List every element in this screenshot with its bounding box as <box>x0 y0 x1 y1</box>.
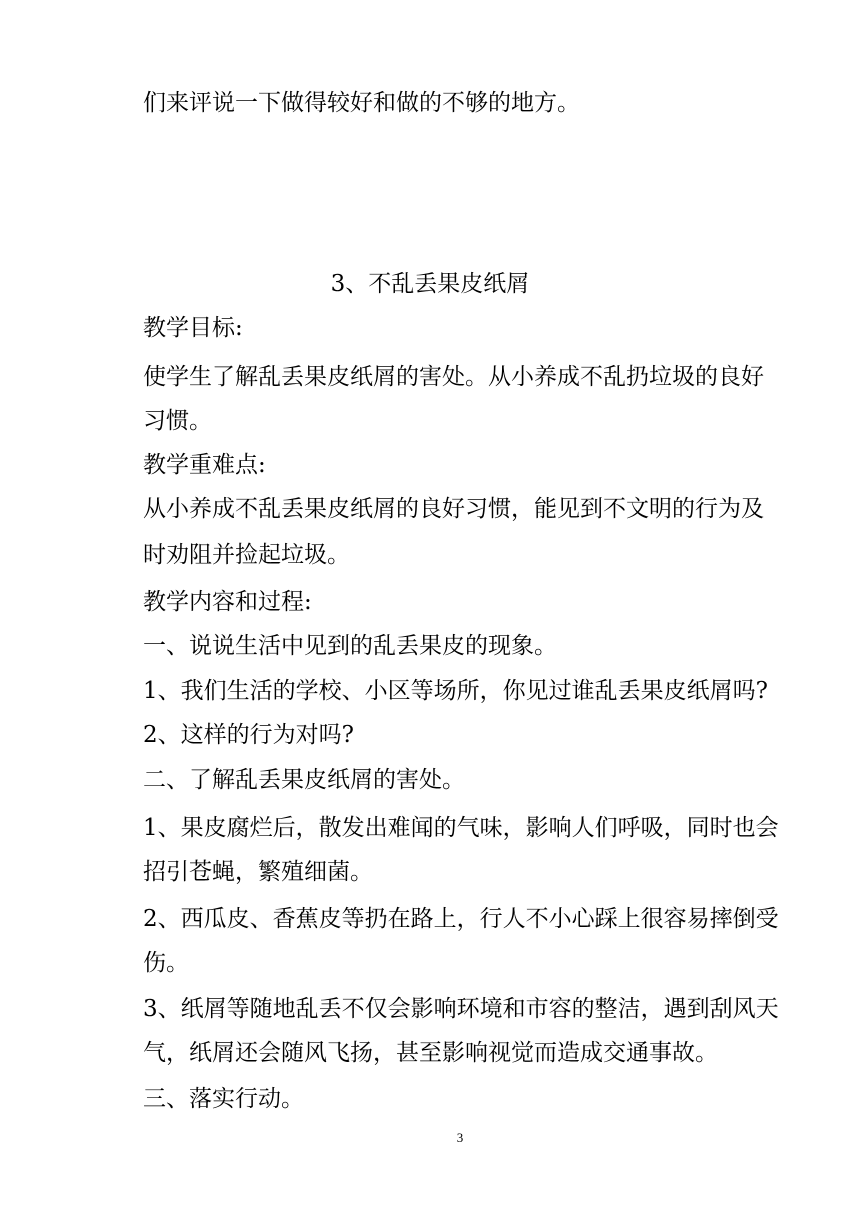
body-line: 习惯。 <box>143 408 212 434</box>
body-line: 伤。 <box>143 950 189 976</box>
body-line: 2、这样的行为对吗? <box>143 722 354 748</box>
body-line: 1、我们生活的学校、小区等场所，你见过谁乱丢果皮纸屑吗? <box>143 678 768 704</box>
body-line: 二、了解乱丢果皮纸屑的害处。 <box>143 767 465 793</box>
body-line: 2、西瓜皮、香蕉皮等扔在路上，行人不小心踩上很容易摔倒受 <box>143 906 779 932</box>
body-line: 三、落实行动。 <box>143 1086 304 1112</box>
body-line: 一、说说生活中见到的乱丢果皮的现象。 <box>143 633 557 659</box>
body-line: 招引苍蝇，繁殖细菌。 <box>143 859 373 885</box>
section-heading-process: 教学内容和过程: <box>143 589 312 615</box>
body-line: 从小养成不乱丢果皮纸屑的良好习惯，能见到不文明的行为及 <box>143 496 764 522</box>
page-number: 3 <box>456 1130 464 1145</box>
section-heading-goals: 教学目标: <box>143 315 243 341</box>
lesson-title: 3、不乱丢果皮纸屑 <box>330 271 530 297</box>
body-line: 3、纸屑等随地乱丢不仅会影响环境和市容的整洁，遇到刮风天 <box>143 996 779 1022</box>
section-heading-key-points: 教学重难点: <box>143 452 266 478</box>
body-line: 1、果皮腐烂后，散发出难闻的气味，影响人们呼吸，同时也会 <box>143 815 779 841</box>
body-line: 使学生了解乱丢果皮纸屑的害处。从小养成不乱扔垃圾的良好 <box>143 364 764 390</box>
continuation-text: 们来评说一下做得较好和做的不够的地方。 <box>143 90 580 116</box>
body-line: 时劝阻并捡起垃圾。 <box>143 542 350 568</box>
body-line: 气，纸屑还会随风飞扬，甚至影响视觉而造成交通事故。 <box>143 1040 718 1066</box>
